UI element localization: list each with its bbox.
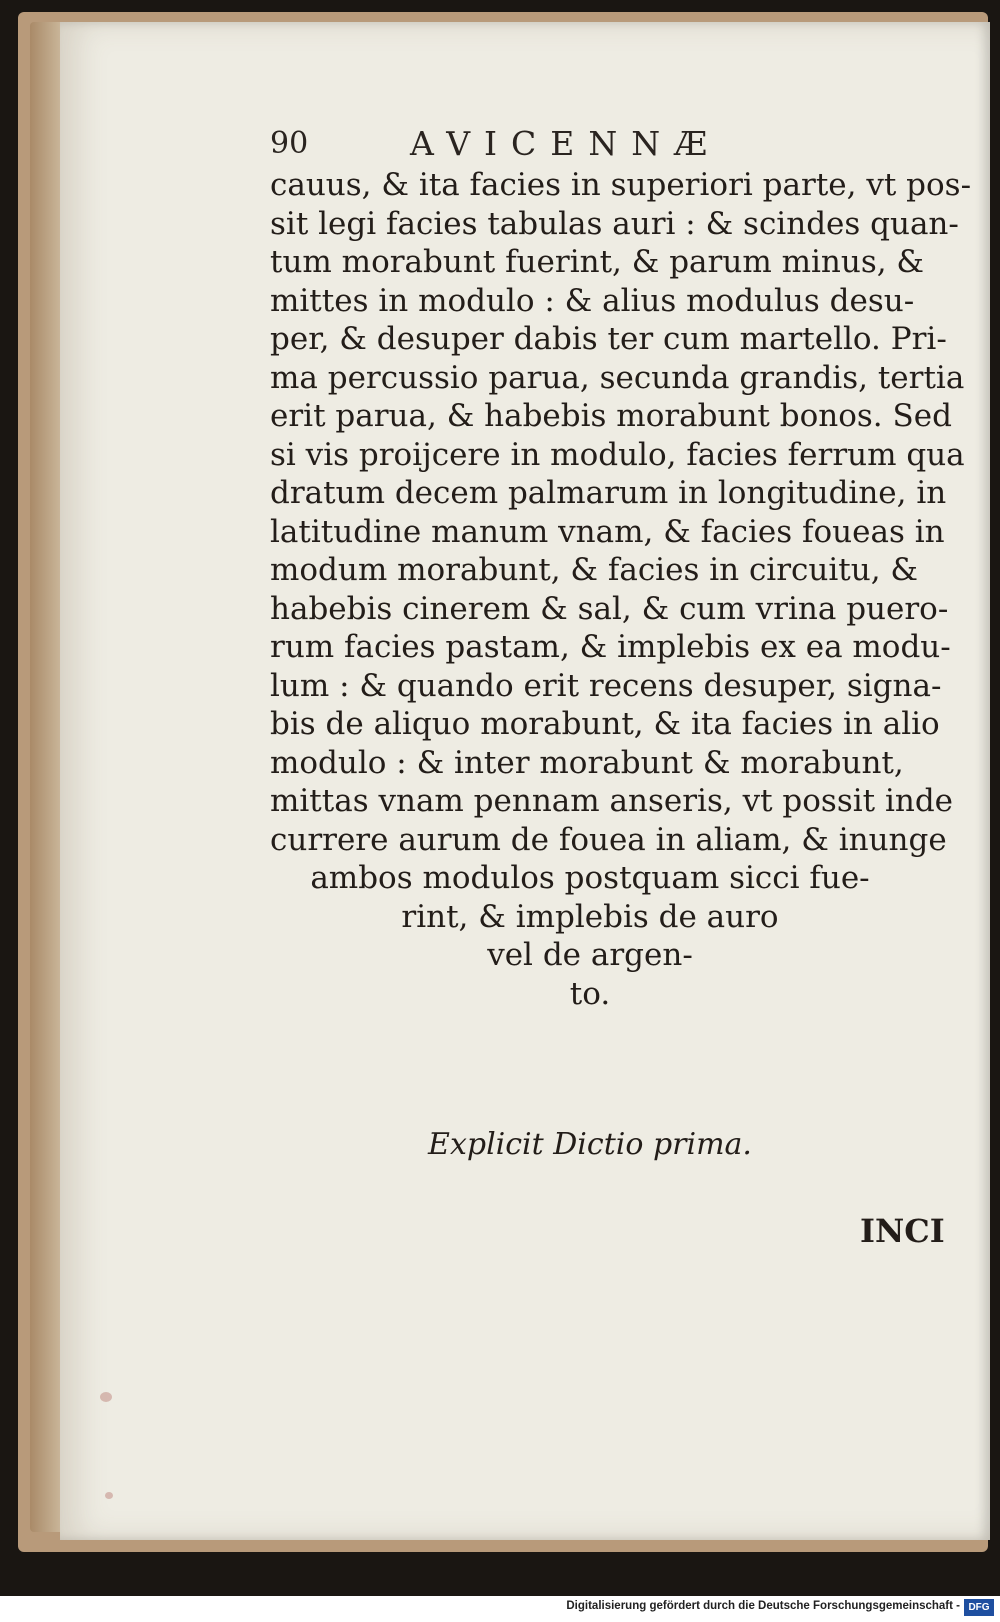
text-line: lum : & quando erit recens desuper, signa- [270,667,942,704]
tail-line: ambos modulos postquam sicci fue- [310,860,870,896]
tail-line: to. [569,975,611,1012]
text-line: currere aurum de fouea in aliam, & inunge [270,821,947,858]
text-line: habebis cinerem & sal, & cum vrina puero- [270,590,949,627]
tail-line: vel de argen- [487,937,693,973]
text-line: modulo : & inter morabunt & morabunt, [270,744,904,781]
running-head: AVICENNÆ [410,124,722,163]
text-line: rum facies pastam, & implebis ex ea modu- [270,629,951,665]
text-line: latitudine manum vnam, & facies foueas in [270,513,945,550]
footer-bar [0,1596,1000,1622]
catchword: INCI [860,1212,945,1250]
text-line: erit parua, & habebis morabunt bonos. Sed [270,398,952,434]
text-line: bis de aliquo morabunt, & ita facies in alio [270,706,940,742]
text-line: modum morabunt, & facies in circuitu, & [270,552,919,588]
stain-mark [100,1392,112,1402]
explicit-line: Explicit Dictio prima. [428,1127,752,1162]
tail-line: rint, & implebis de auro [401,898,779,935]
page-number: 90 [270,126,309,161]
text-line: cauus, & ita facies in superiori parte, vt pos- [270,167,972,203]
text-block [270,112,972,1250]
book-page [60,22,990,1540]
text-line: dratum decem palmarum in longitudine, in [270,475,947,511]
text-line: sit legi facies tabulas auri : & scindes quan- [270,205,959,242]
dfg-logo: DFG [964,1599,994,1616]
text-line: tum morabunt fuerint, & parum minus, & [270,244,925,280]
footer-credit: Digitalisierung gefördert durch die Deutsche Forschungsgemeinschaft - [566,1600,960,1612]
text-line: mittas vnam pennam anseris, vt possit inde [270,783,954,819]
text-line: mittes in modulo : & alius modulus desu- [270,282,915,319]
text-line: si vis proijcere in modulo, facies ferrum qua [270,436,965,473]
text-line: per, & desuper dabis ter cum martello. Pri- [270,321,947,357]
text-line: ma percussio parua, secunda grandis, tertia [270,359,965,396]
body-text [270,166,972,1013]
stain-mark [105,1492,113,1499]
page-header [270,112,910,166]
